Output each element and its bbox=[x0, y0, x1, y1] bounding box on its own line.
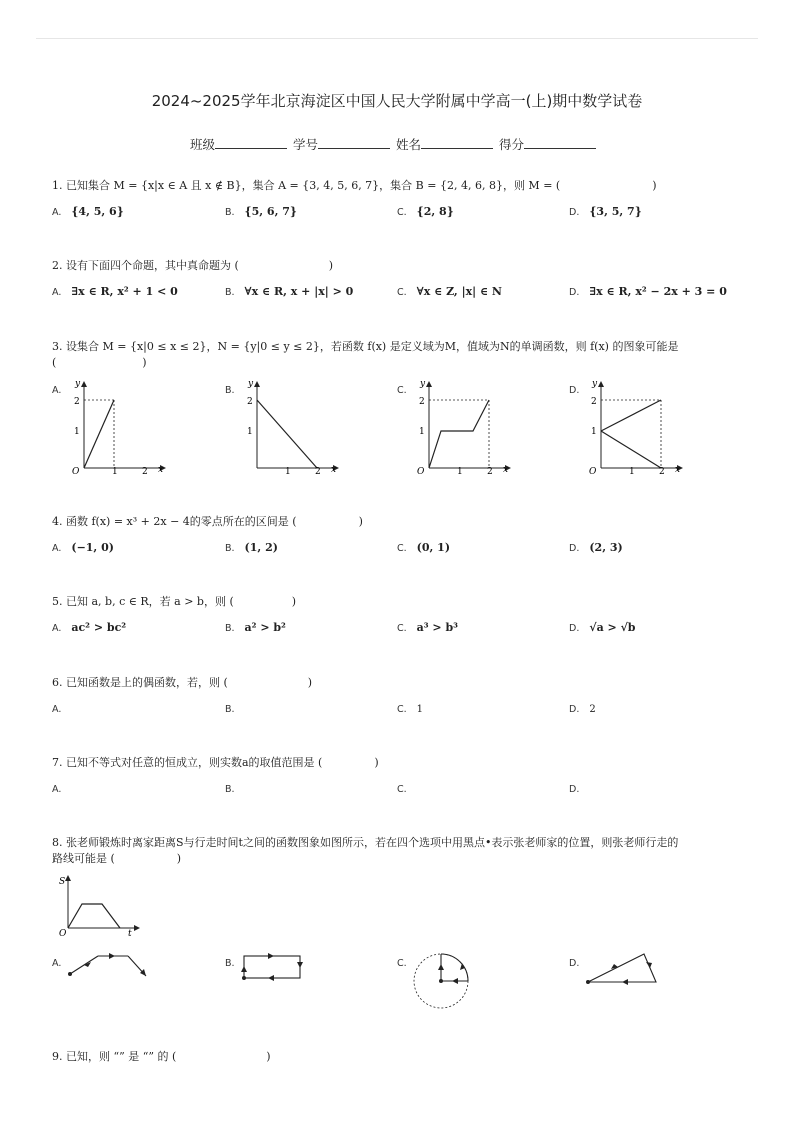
question-2-stem: 2. 设有下面四个命题，其中真命题为 ( bbox=[52, 259, 239, 272]
q8-route-c bbox=[412, 950, 472, 1012]
q8-route-d bbox=[582, 946, 662, 988]
svg-text:2: 2 bbox=[74, 397, 80, 407]
svg-text:x: x bbox=[158, 465, 164, 475]
svg-text:S: S bbox=[59, 877, 66, 887]
q7-option-c[interactable]: C. bbox=[397, 784, 407, 795]
q1-option-c[interactable]: C. {2, 8} bbox=[397, 205, 454, 218]
number-blank[interactable] bbox=[318, 137, 390, 149]
q5-option-b[interactable]: B. a² > b² bbox=[225, 621, 286, 634]
q3-graph-a bbox=[62, 376, 172, 476]
question-4: 4. 函数 f(x) = x³ + 2x − 4的零点所在的区间是 ( ) bbox=[52, 515, 363, 528]
q8-option-a[interactable]: A. bbox=[52, 958, 62, 969]
score-blank[interactable] bbox=[524, 137, 596, 149]
svg-text:1: 1 bbox=[74, 427, 80, 437]
number-label: 学号 bbox=[293, 137, 319, 152]
q5-option-d[interactable]: D. √a > √b bbox=[569, 621, 636, 634]
q8-st-graph bbox=[54, 872, 144, 944]
svg-text:x: x bbox=[503, 465, 509, 475]
svg-text:2: 2 bbox=[247, 397, 253, 407]
q6-option-b[interactable]: B. bbox=[225, 704, 235, 715]
svg-text:1: 1 bbox=[629, 467, 635, 476]
question-5-stem: 5. 已知 a, b, c ∈ R，若 a > b，则 ( bbox=[52, 595, 234, 608]
q8-option-c[interactable]: C. bbox=[397, 958, 407, 969]
svg-text:1: 1 bbox=[591, 427, 597, 437]
q8-route-b bbox=[238, 950, 308, 986]
q3-option-c[interactable]: C. bbox=[397, 385, 407, 396]
svg-text:2: 2 bbox=[315, 467, 321, 476]
q3-option-d[interactable]: D. bbox=[569, 385, 580, 396]
q5-option-a[interactable]: A. ac² > bc² bbox=[52, 621, 127, 634]
question-7-stem: 7. 已知不等式对任意的恒成立，则实数a的取值范围是 ( bbox=[52, 756, 323, 769]
svg-text:O: O bbox=[589, 467, 597, 476]
svg-text:1: 1 bbox=[285, 467, 291, 476]
q2-option-c[interactable]: C. ∀x ∈ Z, |x| ∈ N bbox=[397, 285, 502, 298]
q3-graph-b bbox=[235, 376, 345, 476]
q1-option-a[interactable]: A. {4, 5, 6} bbox=[52, 205, 124, 218]
header-rule bbox=[36, 38, 758, 39]
q4-option-c[interactable]: C. (0, 1) bbox=[397, 541, 451, 554]
question-6: 6. 已知函数是上的偶函数，若，则 ( ) bbox=[52, 676, 313, 689]
svg-text:1: 1 bbox=[457, 467, 463, 476]
q8-option-d[interactable]: D. bbox=[569, 958, 580, 969]
q5-option-c[interactable]: C. a³ > b³ bbox=[397, 621, 458, 634]
svg-text:1: 1 bbox=[419, 427, 425, 437]
question-5: 5. 已知 a, b, c ∈ R，若 a > b，则 ( ) bbox=[52, 595, 297, 608]
question-6-stem: 6. 已知函数是上的偶函数，若，则 ( bbox=[52, 676, 228, 689]
svg-text:y: y bbox=[248, 379, 254, 389]
question-4-stem: 4. 函数 f(x) = x³ + 2x − 4的零点所在的区间是 ( bbox=[52, 515, 297, 528]
q8-option-b[interactable]: B. bbox=[225, 958, 235, 969]
q7-option-b[interactable]: B. bbox=[225, 784, 235, 795]
q1-option-b[interactable]: B. {5, 6, 7} bbox=[225, 205, 297, 218]
q7-option-d[interactable]: D. bbox=[569, 784, 580, 795]
svg-text:O: O bbox=[59, 929, 67, 939]
question-9-stem: 9. 已知，则 “” 是 “” 的 ( bbox=[52, 1050, 177, 1063]
svg-text:1: 1 bbox=[247, 427, 253, 437]
svg-text:t: t bbox=[128, 929, 132, 939]
svg-text:2: 2 bbox=[419, 397, 425, 407]
svg-text:2: 2 bbox=[659, 467, 665, 476]
question-7: 7. 已知不等式对任意的恒成立，则实数a的取值范围是 ( ) bbox=[52, 756, 379, 769]
svg-text:y: y bbox=[592, 379, 598, 389]
q2-option-a[interactable]: A. ∃x ∈ R, x² + 1 < 0 bbox=[52, 285, 178, 298]
q3-option-a[interactable]: A. bbox=[52, 385, 62, 396]
svg-text:2: 2 bbox=[142, 467, 148, 476]
q4-option-b[interactable]: B. (1, 2) bbox=[225, 541, 278, 554]
svg-text:x: x bbox=[331, 465, 337, 475]
student-info bbox=[190, 135, 598, 153]
q2-option-d[interactable]: D. ∃x ∈ R, x² − 2x + 3 = 0 bbox=[569, 285, 727, 298]
question-1 bbox=[52, 178, 657, 194]
q4-option-a[interactable]: A. (−1, 0) bbox=[52, 541, 114, 554]
svg-text:O: O bbox=[417, 467, 425, 476]
q8-route-a bbox=[64, 948, 154, 984]
question-8-stem: 8. 张老师锻炼时离家距离S与行走时间t之间的函数图象如图所示，若在四个选项中用黑点•表示张老师家的位置，则张老师行走的 bbox=[52, 836, 679, 849]
score-label: 得分 bbox=[499, 137, 525, 152]
name-blank[interactable] bbox=[421, 137, 493, 149]
svg-text:O: O bbox=[72, 467, 80, 476]
q4-option-d[interactable]: D. (2, 3) bbox=[569, 541, 623, 554]
svg-text:2: 2 bbox=[591, 397, 597, 407]
q7-option-a[interactable]: A. bbox=[52, 784, 62, 795]
question-1-close: ) bbox=[652, 179, 657, 192]
class-blank[interactable] bbox=[215, 137, 287, 149]
question-2: 2. 设有下面四个命题，其中真命题为 ( ) bbox=[52, 259, 334, 272]
name-label: 姓名 bbox=[396, 137, 422, 152]
q6-option-a[interactable]: A. bbox=[52, 704, 62, 715]
q2-option-b[interactable]: B. ∀x ∈ R, x + |x| > 0 bbox=[225, 285, 354, 298]
svg-text:1: 1 bbox=[112, 467, 118, 476]
question-1-stem: 1. 已知集合 M = {x|x ∈ A 且 x ∉ B}，集合 A = {3, 4, 5, 6, 7}，集合 B = {2, 4, 6, 8}，则 M = ( bbox=[52, 179, 561, 192]
svg-text:y: y bbox=[420, 379, 426, 389]
question-8: 8. 张老师锻炼时离家距离S与行走时间t之间的函数图象如图所示，若在四个选项中用黑点•表示张老师家的位置，则张老师行走的 路线可能是 ( ) bbox=[52, 836, 679, 865]
q3-graph-d bbox=[579, 376, 689, 476]
class-label: 班级 bbox=[190, 137, 216, 152]
exam-title: 2024~2025学年北京海淀区中国人民大学附属中学高一(上)期中数学试卷 bbox=[151, 92, 643, 110]
q3-option-b[interactable]: B. bbox=[225, 385, 235, 396]
q3-graph-c bbox=[407, 376, 517, 476]
question-9: 9. 已知，则 “” 是 “” 的 ( ) bbox=[52, 1050, 271, 1063]
q6-option-c[interactable]: C. 1 bbox=[397, 704, 424, 715]
question-3: 3. 设集合 M = {x|0 ≤ x ≤ 2}，N = {y|0 ≤ y ≤ 2}，若函数 f(x) 是定义域为M，值域为N的单调函数，则 f(x) 的图象可能是 ( ) bbox=[52, 340, 679, 369]
q1-option-d[interactable]: D. {3, 5, 7} bbox=[569, 205, 642, 218]
q6-option-d[interactable]: D. 2 bbox=[569, 704, 596, 715]
svg-text:2: 2 bbox=[487, 467, 493, 476]
svg-text:x: x bbox=[675, 465, 681, 475]
question-3-stem: 3. 设集合 M = {x|0 ≤ x ≤ 2}，N = {y|0 ≤ y ≤ 2}，若函数 f(x) 是定义域为M，值域为N的单调函数，则 f(x) 的图象可能是 bbox=[52, 340, 679, 353]
svg-text:y: y bbox=[75, 379, 81, 389]
